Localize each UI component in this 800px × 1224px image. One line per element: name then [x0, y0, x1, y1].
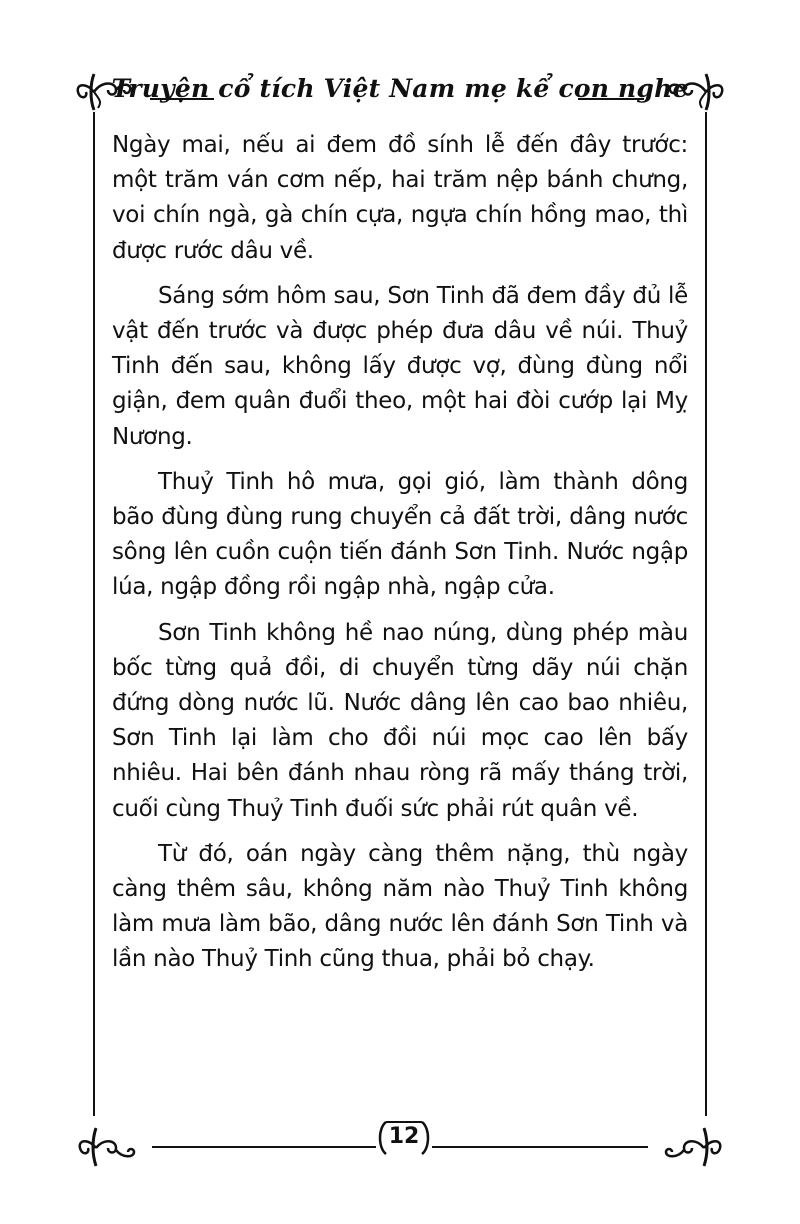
bottom-left-flourish-icon — [74, 1124, 154, 1170]
footer-rule-left — [152, 1146, 376, 1148]
footer-rule-right — [432, 1146, 648, 1148]
paragraph: Thuỷ Tinh hô mưa, gọi gió, làm thành dông bão đùng đùng rung chuyển cả đất trời, dâng nước sông lên cuồn cuộn tiến đánh Sơn Tinh. Nước ngập lúa, ngập đồng rồi ngập nhà, ngập cửa. — [112, 468, 688, 601]
paragraph: Sáng sớm hôm sau, Sơn Tinh đã đem đầy đủ lễ vật đến trước và được phép đưa dâu về núi. Thuỷ Tinh đến sau, không lấy được vợ, đùng đùng nổi giận, đem quân đuổi theo, một hai đòi cướp lại Mỵ Nương. — [112, 282, 688, 450]
bottom-right-flourish-icon — [646, 1124, 726, 1170]
page-number: 12 — [388, 1124, 420, 1149]
paragraph: Ngày mai, nếu ai đem đồ sính lễ đến đây trước: một trăm ván cơm nếp, hai trăm nệp bánh chưng, voi chín ngà, gà chín cựa, ngựa chín hồng mao, thì được rước dâu về. — [112, 132, 688, 264]
paragraph: Sơn Tinh không hề nao núng, dùng phép màu bốc từng quả đồi, di chuyển từng dãy núi chặn đứng dòng nước lũ. Nước dâng lên cao bao nhiêu, Sơn Tinh lại làm cho đồi núi mọc cao lên bấy nhiêu. Hai bên đánh nhau ròng rã mấy tháng trời, cuối cùng Thuỷ Tinh đuối sức phải rút quân về. — [112, 619, 688, 822]
right-border — [705, 112, 707, 1116]
running-header-title: Truyện cổ tích Việt Nam mẹ kể con nghe — [111, 74, 689, 103]
story-text — [112, 128, 688, 988]
left-border — [93, 112, 95, 1116]
paragraph: Từ đó, oán ngày càng thêm nặng, thù ngày càng thêm sâu, không năm nào Thuỷ Tinh không làm mưa làm bão, dâng nước lên đánh Sơn Tinh và lần nào Thuỷ Tinh cũng thua, phải bỏ chạy. — [112, 840, 688, 973]
